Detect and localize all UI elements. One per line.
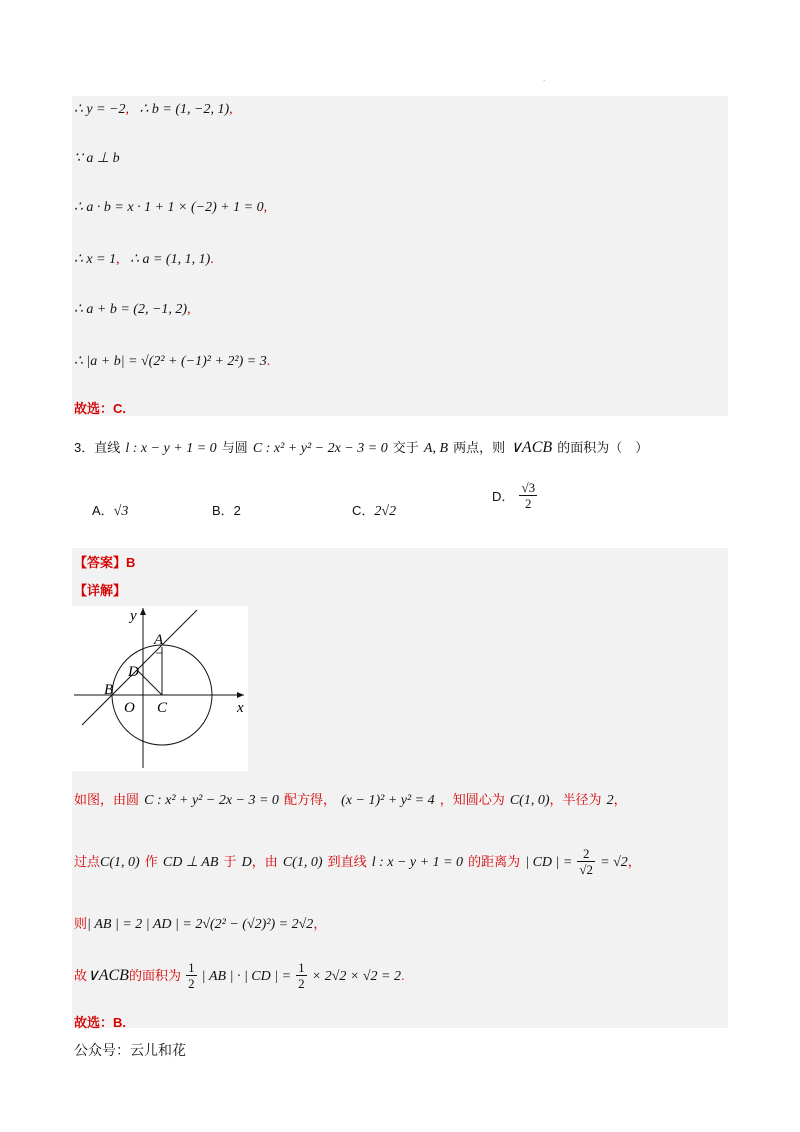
solution-line-6: ∴ |a + b| = √(2² + (−1)² + 2²) = 3. [74,354,271,369]
detail-2-point-2: C(1, 0) [282,855,323,870]
detail-2-perpendicular: CD ⊥ AB [162,855,219,870]
label-b: B [104,682,114,698]
detail-4-fraction-1-den: 2 [188,976,195,991]
segment-cd [138,671,162,695]
solution-line-1: ∴ y = −2, ∴ b = (1, −2, 1), [74,102,233,117]
detail-3-text-b: ， [313,916,327,931]
detail-4-triangle: ∨ACB [87,967,129,984]
detail-4-fraction-1-num: 1 [188,960,195,975]
math-y-value: ∴ y = −2 [74,102,126,117]
detail-2-fraction [577,846,595,877]
solution-line-5: ∴ a + b = (2, −1, 2), [74,302,191,317]
label-d: D [128,664,139,680]
previous-conclusion: 故选：C. [74,401,127,416]
detail-line-3 [74,912,326,936]
detail-2-text-e: 到直线 [327,854,367,869]
question-line-equation: l : x − y + 1 = 0 [125,441,217,456]
math-magnitude: ∴ |a + b| = √(2² + (−1)² + 2²) = 3 [74,354,267,369]
label-o: O [124,700,135,716]
detail-1-text-e: ， [613,792,627,807]
solution-line-3: ∴ a · b = x · 1 + 1 × (−2) + 1 = 0, [74,200,268,215]
detail-2-result: = √2 [600,855,628,870]
math-a-vector: ∴ a = (1, 1, 1) [130,252,211,267]
question-circle-equation: C : x² + y² − 2x − 3 = 0 [252,441,388,456]
detail-3-text-a: 则 [74,916,88,931]
detail-tag: 【详解】 [74,583,127,598]
option-d-label: D． [492,489,515,504]
option-b-label: B． [212,503,234,518]
detail-4-result: × 2√2 × √2 = 2 [311,969,401,984]
x-axis-arrow [237,692,244,698]
detail-line-2 [74,846,641,877]
detail-4-text-a: 故 [74,968,88,983]
detail-4-fraction-1 [186,960,197,991]
option-d-denominator: 2 [525,496,532,511]
question-points: A, B [423,441,449,456]
detail-2-denominator: √2 [579,862,594,877]
option-a-value: √3 [113,504,129,519]
math-b-vector: ∴ b = (1, −2, 1) [139,102,230,117]
geometry-figure [72,606,248,771]
detail-1-center: C(1, 0) [509,793,550,808]
question-text-4: 两点，则 [453,440,506,455]
option-d[interactable] [492,480,537,511]
detail-4-fraction-2 [296,960,307,991]
question-number: 3． [74,440,95,455]
detail-2-d: D [241,855,252,870]
detail-1-circle-equation: C : x² + y² − 2x − 3 = 0 [144,793,279,808]
answer-tag: 【答案】B [74,555,136,570]
detail-2-text-b: 作 [144,854,158,869]
math-perpendicular: ∵ a ⊥ b [74,151,120,166]
detail-4-fraction-2-num: 1 [298,960,305,975]
option-b[interactable] [212,500,241,519]
detail-2-text-f: 的距离为 [468,854,521,869]
option-d-numerator: √3 [521,480,536,495]
detail-2-text-d: ，由 [251,854,278,869]
circle-line-diagram [72,606,248,771]
detail-1-text-c: ，知圆心为 [439,792,505,807]
detail-3-ab-length: | AB | = 2 | AD | = 2√(2² − (√2)²) = 2√2 [87,917,314,932]
question-triangle: ∨ACB [510,439,553,456]
detail-4-fraction-2-den: 2 [298,976,305,991]
label-x: x [237,700,244,716]
answer-conclusion: 故选：B. [74,1015,127,1030]
option-c[interactable] [352,500,396,520]
option-d-fraction [519,480,537,511]
detail-line-1 [74,788,627,812]
detail-2-line: l : x − y + 1 = 0 [371,855,464,870]
detail-1-radius: 2 [606,793,614,808]
math-x-value: ∴ x = 1 [74,252,117,267]
label-y: y [130,608,137,624]
label-c: C [157,700,168,716]
question-text-1: 直线 [94,440,121,455]
detail-1-text-a: 如图，由圆 [74,792,140,807]
detail-2-text-a: 过点 [74,854,101,869]
y-axis-arrow [140,608,146,615]
line-l [82,610,197,725]
option-a-label: A． [92,503,114,518]
math-dot-product: ∴ a · b = x · 1 + 1 × (−2) + 1 = 0 [74,200,264,215]
solution-line-2 [74,149,120,169]
detail-2-cd: | CD | = [525,855,573,870]
detail-2-numerator: 2 [577,846,595,862]
detail-2-text-c: 于 [223,854,237,869]
question-3 [74,436,648,460]
detail-4-text-c: . [400,968,405,983]
detail-2-point: C(1, 0) [100,855,140,870]
math-vector-sum: ∴ a + b = (2, −1, 2) [74,302,188,317]
detail-4-text-b: 的面积为 [128,968,181,983]
option-b-value: 2 [233,503,241,518]
page-mark: . [543,74,546,83]
detail-1-standard-form: (x − 1)² + y² = 4 [341,793,435,808]
detail-2-text-g: ， [627,854,641,869]
detail-1-text-b: 配方得， [284,792,337,807]
label-a: A [154,632,164,648]
question-text-2: 与圆 [221,440,248,455]
option-c-value: 2√2 [374,504,397,519]
option-c-label: C． [352,503,375,518]
solution-line-4: ∴ x = 1, ∴ a = (1, 1, 1). [74,252,214,267]
question-text-5: 的面积为（ ） [557,440,649,455]
option-a[interactable] [92,500,128,520]
detail-line-4 [74,960,405,991]
footer-text: 公众号：云儿和花 [74,1042,186,1058]
detail-1-text-d: ，半径为 [549,792,602,807]
detail-4-product: | AB | · | CD | = [201,969,292,984]
question-text-3: 交于 [392,440,419,455]
